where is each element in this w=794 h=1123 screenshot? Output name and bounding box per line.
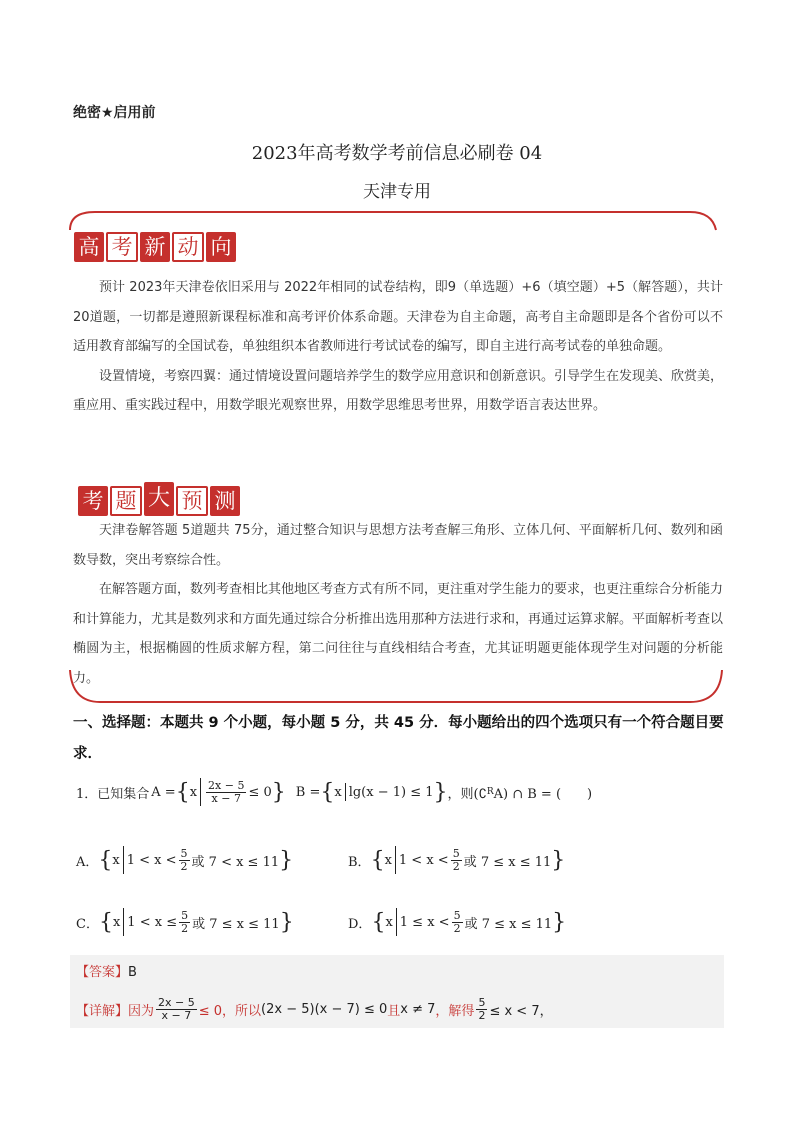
fraction xyxy=(206,780,246,805)
answer-label: 【答案】 xyxy=(76,965,129,980)
answer-line xyxy=(76,961,137,980)
option-right: 或 7 ≤ x ≤ 11 xyxy=(463,854,552,870)
option-right: 或 7 < x ≤ 11 xyxy=(191,854,280,870)
fraction xyxy=(476,997,487,1022)
right-brace: } xyxy=(551,847,566,873)
option-left: 1 < x < xyxy=(398,852,449,868)
left-brace: { xyxy=(98,847,113,873)
right-brace: } xyxy=(433,779,448,805)
detail-text: ，解得 xyxy=(435,1004,475,1019)
tag-gaokao-xin-dongxiang xyxy=(74,232,236,262)
tag-char: 动 xyxy=(172,232,204,262)
option-label: D． xyxy=(348,916,372,932)
option-b[interactable] xyxy=(348,846,565,874)
left-brace: { xyxy=(320,779,335,805)
detail-math: (2x − 5)(x − 7) ≤ 0 xyxy=(261,1002,388,1017)
tag-char: 考 xyxy=(106,232,138,262)
set-bar xyxy=(345,783,346,801)
right-brace: } xyxy=(279,909,294,935)
fraction xyxy=(156,997,197,1022)
section-heading: 一、选择题：本题共 9 个小题，每小题 5 分，共 45 分．每小题给出的四个选项只有一个符合题目要求． xyxy=(73,715,724,762)
question-tail: ，则(∁ xyxy=(447,786,487,802)
fraction xyxy=(179,910,190,935)
complement-subscript: R xyxy=(486,787,494,797)
denominator: 2 xyxy=(478,1009,486,1022)
set-bar xyxy=(123,846,124,874)
tag-char: 大 xyxy=(144,482,174,516)
set-bar xyxy=(396,908,397,936)
forecast-section xyxy=(73,516,723,693)
option-left: 1 < x < xyxy=(126,852,177,868)
option-c[interactable] xyxy=(76,908,294,936)
tag-char: 向 xyxy=(206,232,236,262)
denominator: 2 xyxy=(453,921,461,935)
var-x: x xyxy=(334,784,342,800)
option-right: 或 7 ≤ x ≤ 11 xyxy=(192,916,280,932)
option-left: 1 ≤ x < xyxy=(399,914,450,930)
set-bar xyxy=(395,846,396,874)
tag-char: 考 xyxy=(78,486,108,516)
denominator: 2 xyxy=(180,859,188,873)
set-bar xyxy=(123,908,124,936)
left-brace: { xyxy=(370,847,385,873)
tag-kaoti-da-yuce xyxy=(78,482,240,516)
detail-text: 且 xyxy=(387,1004,401,1019)
numerator: 5 xyxy=(180,846,188,860)
option-d[interactable] xyxy=(348,908,566,936)
left-brace: { xyxy=(98,909,113,935)
denominator: 2 xyxy=(181,921,189,935)
forecast-paragraph-1: 天津卷解答题 5道题共 75分，通过整合知识与思想方法考查解三角形、立体几何、平面解析几何、数列和函数导数，突出考察综合性。 xyxy=(73,523,723,568)
fraction xyxy=(452,910,463,935)
detail-line xyxy=(76,997,553,1022)
detail-text: 因为 xyxy=(128,1004,155,1019)
var-x: x xyxy=(384,852,392,868)
page-title: 2023年高考数学考前信息必刷卷 04 xyxy=(251,143,543,164)
numerator: 5 xyxy=(478,996,486,1009)
tag-char: 题 xyxy=(110,486,142,516)
option-left: 1 < x ≤ xyxy=(127,914,178,930)
option-label: A． xyxy=(76,854,99,870)
denominator: x − 7 xyxy=(211,791,241,805)
option-right: 或 7 ≤ x ≤ 11 xyxy=(464,916,553,932)
tag-char: 测 xyxy=(210,486,240,516)
option-a[interactable] xyxy=(76,846,293,874)
detail-math: x ≠ 7 xyxy=(400,1002,436,1017)
denominator: x − 7 xyxy=(161,1009,192,1022)
var-x: x xyxy=(189,784,198,800)
tag-char: 预 xyxy=(176,486,208,516)
numerator: 5 xyxy=(453,908,461,922)
numerator: 2x − 5 xyxy=(158,996,195,1009)
intro-paragraph-1: 预计 2023年天津卷依旧采用与 2022年相同的试卷结构，即9（单选题）+6（填空题）+5（解答题），共计 20道题，一切都是遵照新课程标准和高考评价体系命题。天津卷为自主命题，高考自主命题即是各个省份可以不适用教育部编写的全国试卷，单独组织本省教师进行考试试卷的编写，即自主进行高考试卷的单独命题。 xyxy=(73,280,723,354)
var-x: x xyxy=(112,914,121,930)
tag-char: 高 xyxy=(74,232,104,262)
detail-text: ≤ 0，所以 xyxy=(198,1004,262,1019)
detail-label: 【详解】 xyxy=(76,1004,129,1019)
intro-paragraph-2: 设置情境，考察四翼：通过情境设置问题培养学生的数学应用意识和创新意识。引导学生在发现美、欣赏美，重应用、重实践过程中，用数学眼光观察世界，用数学思维思考世界，用数学语言表达世界。 xyxy=(73,368,724,413)
option-label: B． xyxy=(348,854,371,870)
numerator: 5 xyxy=(181,908,189,922)
tag-char: 新 xyxy=(140,232,170,262)
set-bar xyxy=(200,778,201,806)
option-label: C． xyxy=(76,916,99,932)
set-a-label: A = xyxy=(151,784,176,800)
question-1 xyxy=(76,778,592,806)
page-subtitle: 天津专用 xyxy=(363,182,431,202)
numerator: 5 xyxy=(452,846,460,860)
forecast-paragraph-2: 在解答题方面，数列考查相比其他地区考查方式有所不同，更注重对学生能力的要求，也更注重综合分析能力和计算能力，尤其是数列求和方面先通过综合分析推出选用那种方法进行求和，再通过运算求解。平面解析考查以椭圆为主，根据椭圆的性质求解方程，第二问往往与直线相结合考查，尤其证明题更能体现学生对问题的分析能力。 xyxy=(73,582,724,686)
question-tail-2: A) ∩ B = ( ) xyxy=(493,786,593,802)
lg-condition: lg(x − 1) ≤ 1 xyxy=(348,784,434,800)
set-b-label: B = xyxy=(295,784,321,800)
detail-math: ≤ x < 7， xyxy=(489,1004,553,1019)
numerator: 2x − 5 xyxy=(208,778,245,792)
var-x: x xyxy=(385,914,393,930)
inequality: ≤ 0 xyxy=(248,784,272,800)
question-prefix: 1．已知集合 xyxy=(76,786,150,802)
right-brace: } xyxy=(552,909,567,935)
var-x: x xyxy=(112,852,120,868)
intro-section xyxy=(73,273,723,421)
fraction xyxy=(451,848,462,873)
fraction xyxy=(179,848,190,873)
answer-value: B xyxy=(128,965,137,980)
right-brace: } xyxy=(279,847,294,873)
left-brace: { xyxy=(175,779,190,805)
right-brace: } xyxy=(271,779,286,805)
secret-label: 绝密★启用前 xyxy=(73,105,156,121)
denominator: 2 xyxy=(452,859,460,873)
left-brace: { xyxy=(371,909,386,935)
